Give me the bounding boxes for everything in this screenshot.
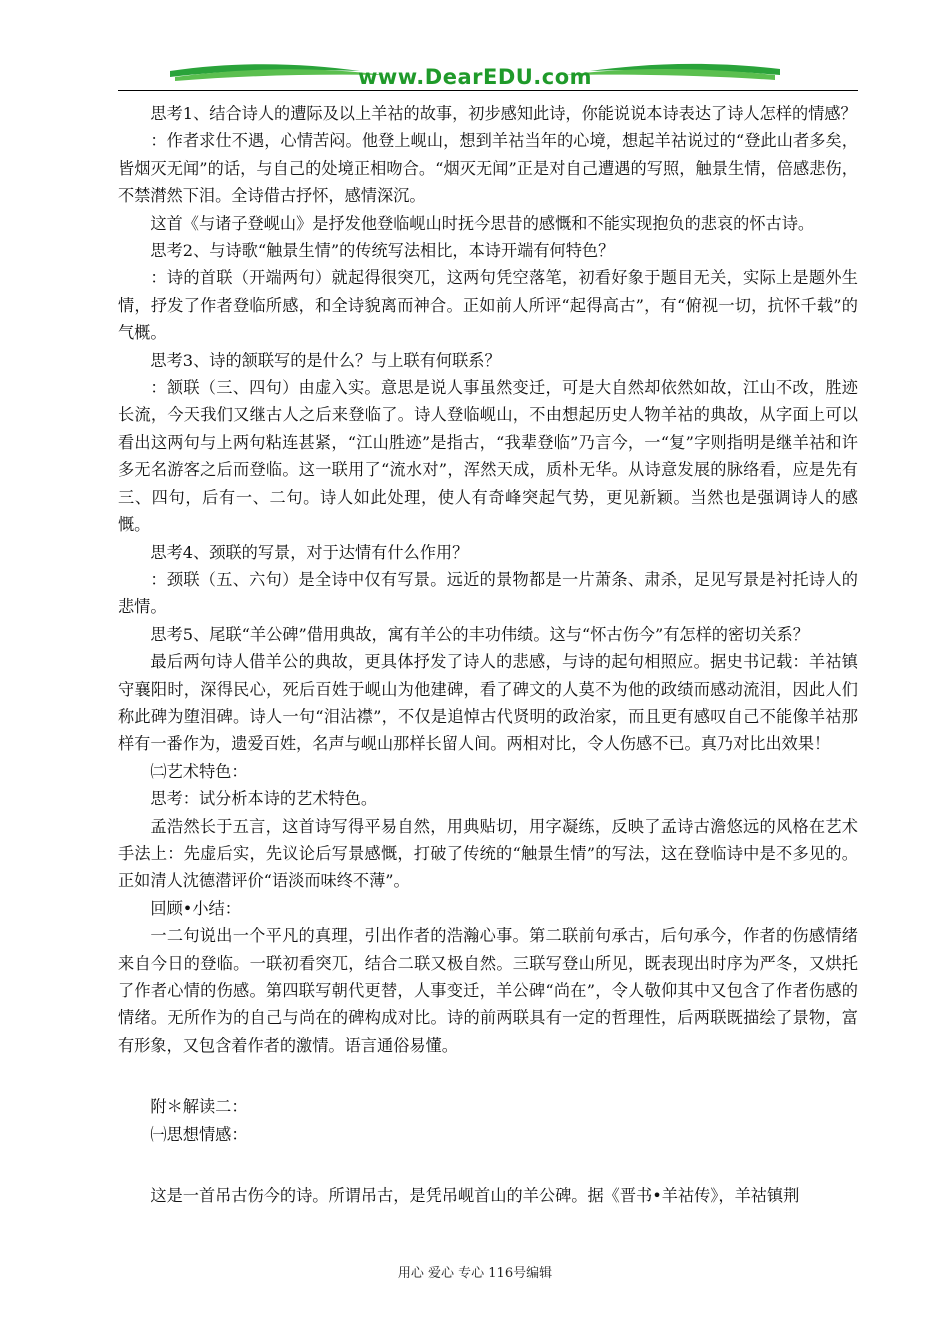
paragraph: 这首《与诸子登岘山》是抒发他登临岘山时抚今思昔的感慨和不能实现抱负的悲哀的怀古诗。 <box>150 213 815 233</box>
paragraph: ：颈联（五、六句）是全诗中仅有写景。远近的景物都是一片萧条、肃杀，足见写景是衬托诗人的悲情。 <box>118 569 858 617</box>
page-footer: 用心 爱心 专心 116号编辑 <box>397 1266 553 1281</box>
paragraph: 思考：试分析本诗的艺术特色。 <box>150 789 378 809</box>
site-header <box>0 55 950 95</box>
paragraph: ：颔联（三、四句）由虚入实。意思是说人事虽然变迁，可是大自然却依然如故，江山不改，胜迹长流，今天我们又继古人之后来登临了。诗人登临岘山，不由想起历史人物羊祜的典故，从字面上可以看出这两句与上两句粘连甚紧，“江山胜迹”是指古，“我辈登临”乃言今，一“复”字则指明是继羊祜和许多无名游客之后而登临。这一联用了“流水对”，浑然天成，质朴无华。从诗意发展的脉络看，应是先有三、四句，后有一、二句。诗人如此处理，使人有奇峰突起气势，更见新颖。当然也是强调诗人的感慨。 <box>118 378 858 535</box>
main-text <box>118 100 858 1209</box>
paragraph: 思考4、颈联的写景，对于达情有什么作用？ <box>150 542 469 562</box>
paragraph: 这是一首吊古伤今的诗。所谓吊古，是凭吊岘首山的羊公碑。据《晋书•羊祜传》，羊祜镇荆 <box>150 1186 800 1206</box>
section-heading: ㈠思想情感： <box>150 1124 248 1144</box>
paragraph: 孟浩然长于五言，这首诗写得平易自然，用典贴切，用字凝练，反映了孟诗古澹悠远的风格在艺术手法上：先虚后实，先议论后写景感慨，打破了传统的“触景生情”的写法，这在登临诗中是不多见的。正如清人沈德潜评价“语淡而味终不薄”。 <box>118 816 858 891</box>
section-heading: ㈡艺术特色： <box>150 761 248 781</box>
paragraph: 最后两句诗人借羊公的典故，更具体抒发了诗人的悲感，与诗的起句相照应。据史书记载：羊祜镇守襄阳时，深得民心，死后百姓于岘山为他建碑，看了碑文的人莫不为他的政绩而感动流泪，因此人们称此碑为堕泪碑。诗人一句“泪沾襟”，不仅是追悼古代贤明的政治家，而且更有感叹自己不能像羊祜那样有一番作为，遗爱百姓，名声与岘山那样长留人间。两相对比，令人伤感不已。真乃对比出效果！ <box>118 652 858 754</box>
site-name: www.DearEDU.com <box>357 65 593 89</box>
paragraph: 思考3、诗的颔联写的是什么？与上联有何联系？ <box>150 350 501 370</box>
paragraph: ：作者求仕不遇，心情苦闷。他登上岘山，想到羊祜当年的心境，想起羊祜说过的“登此山者多矣，皆烟灭无闻”的话，与自己的处境正相吻合。“烟灭无闻”正是对自己遭遇的写照，触景生情，倍感悲伤，不禁潸然下泪。全诗借古抒怀，感情深沉。 <box>118 131 858 206</box>
header-rule <box>118 90 858 91</box>
paragraph: ：诗的首联（开端两句）就起得很突兀，这两句凭空落笔，初看好象于题目无关，实际上是题外生情，抒发了作者登临所感，和全诗貌离而神合。正如前人所评“起得高古”，有“俯视一切，抗怀千载”的气概。 <box>118 268 858 343</box>
section-heading: 回顾•小结： <box>150 898 241 918</box>
paragraph: 思考2、与诗歌“触景生情”的传统写法相比，本诗开端有何特色？ <box>150 241 615 261</box>
paragraph: 思考1、结合诗人的遭际及以上羊祜的故事，初步感知此诗，你能说说本诗表达了诗人怎样的情感？ <box>150 104 857 123</box>
section-heading: 附＊解读二： <box>150 1097 248 1117</box>
paragraph: 一二句说出一个平凡的真理，引出作者的浩瀚心事。第二联前句承古，后句承今，作者的伤感情绪来自今日的登临。一联初看突兀，结合二联又极自然。三联写登山所见，既表现出时序为严冬，又烘托了作者心情的伤感。第四联写朝代更替，人事变迁，羊公碑“尚在”，令人敬仰其中又包含了作者伤感的情绪。无所作为的自己与尚在的碑构成对比。诗的前两联具有一定的哲理性，后两联既描绘了景物，富有形象，又包含着作者的激情。语言通俗易懂。 <box>118 926 858 1055</box>
paragraph: 思考5、尾联“羊公碑”借用典故，寓有羊公的丰功伟绩。这与“怀古伤今”有怎样的密切关系？ <box>150 624 809 644</box>
